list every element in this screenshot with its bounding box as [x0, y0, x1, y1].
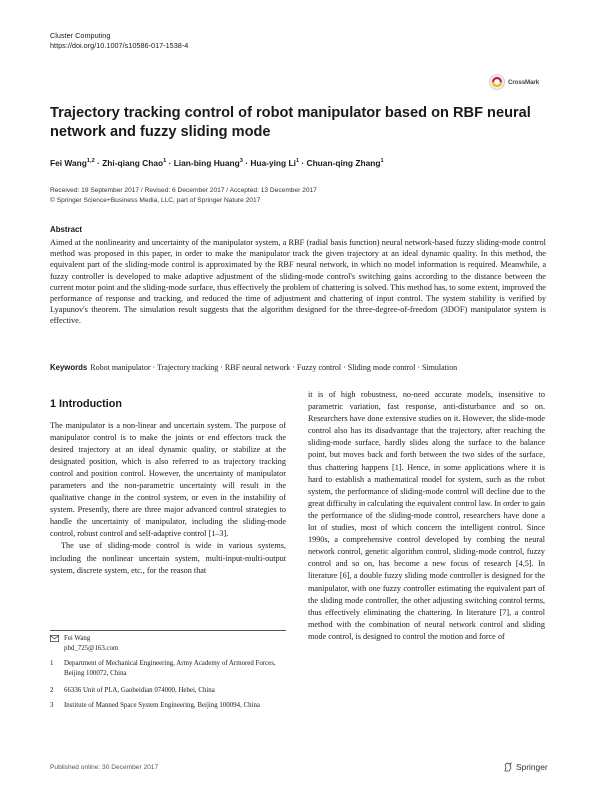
footnote-divider [50, 630, 286, 631]
author-separator: · [299, 158, 307, 168]
publisher-name: Springer [516, 762, 548, 772]
author-affiliation: 1 [163, 158, 167, 165]
corresponding-author-email[interactable]: pbd_725@163.com [64, 644, 119, 652]
author-affiliation: 1,2 [86, 158, 95, 165]
corresponding-author-footnote [50, 634, 286, 653]
article-dates [50, 186, 317, 205]
crossmark-badge[interactable] [489, 73, 547, 91]
affiliation-footnote [50, 701, 286, 711]
history-dates: Received: 19 September 2017 / Revised: 6 December 2017 / Accepted: 13 December 2017 [50, 187, 317, 194]
author-affiliation: 1 [380, 158, 384, 165]
body-column-right [308, 389, 545, 643]
affiliation-number: 1 [50, 660, 54, 667]
copyright-line: © Springer Science+Business Media, LLC, part of Springer Nature 2017 [50, 196, 261, 204]
affiliation-number: 2 [50, 687, 54, 694]
author-affiliation: 3 [239, 158, 243, 165]
journal-header [50, 31, 188, 51]
publisher-logo [503, 762, 548, 772]
author-name[interactable]: Fei Wang [50, 158, 87, 168]
paragraph: it is of high robustness, no-need accurate models, insensitive to parametric variation, fast response, anti-disturbance and so on. Researchers have done extensive studies on it. However, the slide-mode control also has its disadvantage that the trajectory, after reaching the sliding-mode surface, hardly slides along the surface to the balance point, but moves back and forth between the two sides of the surface, thus chattering happens [1]. Hence, in some applications where it is hard to establish a mathematical model for system, such as the robot system, the performance of sliding-mode control will decline due to the great difficulty in calculating the equivalent control law. In order to gain the performance of the sliding-mode control, researchers have done a lot of studies, most of which concern the intelligent control. Since 1990s, a comprehensive control developed by combing the neural network control, genetic algorithm control, sliding-mode control, fuzzy control and so on, has become a new focus of research [4,5]. In literature [6], a double fuzzy sliding mode controller is designed for the manipulator, with one fuzzy controller estimating the equivalent part of the sliding mode controller, the other adjusting switching control terms, thus effectively eliminating the chattering. In literature [7], a control method with the combination of neural network control and sliding mode control, is designed to control the motion and force of [308, 390, 545, 641]
crossmark-icon [489, 74, 505, 90]
affiliation-footnote [50, 659, 286, 678]
journal-name: Cluster Computing [50, 31, 111, 40]
body-column-left [50, 420, 286, 577]
author-separator: · [242, 158, 251, 168]
paragraph: The manipulator is a non-linear and uncertain system. The purpose of manipulator control is to make the joints or end effectors track the desired trajectory at an ideal dynamic quality, or stabilize at the designated position, which is also referred to as trajectory tracking control and position control. However, the uncertainty of manipulator parameters and the non-parametric uncertainty will result in the qualitative change in the control system, or even in the instability of system. Presently, there are three major advanced control strategies to handle the uncertainty of manipulator, including the sliding-mode control, robust control and self-adaptive control [1–3]. [50, 421, 286, 539]
affiliation-text: 66336 Unit of PLA, Gaobeidian 074000, Hebei, China [64, 687, 215, 694]
affiliation-footnote [50, 686, 286, 696]
author-name[interactable]: Lian-bing Huang [173, 158, 240, 168]
keywords-line [50, 363, 550, 372]
paragraph: The use of sliding-mode control is wide in various systems, including the nonlinear uncertain system, multi-input-multi-output system, discrete system, etc., for the reason that [50, 541, 286, 575]
author-list [50, 158, 550, 168]
springer-horse-icon [503, 762, 513, 772]
affiliation-text: Department of Mechanical Engineering, Army Academy of Armored Forces, Beijing 100072, China [64, 660, 276, 677]
author-separator: · [166, 158, 174, 168]
affiliation-text: Institute of Manned Space System Engineering, Beijing 100094, China [64, 702, 260, 709]
abstract-heading: Abstract [50, 225, 83, 234]
affiliation-number: 3 [50, 702, 54, 709]
author-name[interactable]: Zhi-qiang Chao [102, 158, 164, 168]
corresponding-author-name: Fei Wang [64, 635, 91, 642]
author-name[interactable]: Hua-ying Li [250, 158, 296, 168]
author-name[interactable]: Chuan-qing Zhang [306, 158, 381, 168]
published-online-date: Published online: 30 December 2017 [50, 764, 159, 771]
keywords-text: Robot manipulator · Trajectory tracking · RBF neural network · Fuzzy control · Sliding mode control · Simulation [90, 363, 458, 372]
keywords-label: Keywords [50, 363, 88, 372]
author-affiliation: 1 [295, 158, 300, 165]
author-separator: · [94, 158, 103, 168]
envelope-icon [50, 635, 59, 642]
crossmark-label: CrossMark [508, 78, 540, 86]
journal-doi-link[interactable]: https://doi.org/10.1007/s10586-017-1538-4 [50, 41, 189, 50]
article-title: Trajectory tracking control of robot manipulator based on RBF neural network and fuzzy sliding mode [50, 105, 531, 140]
abstract-text: Aimed at the nonlinearity and uncertainty of the manipulator system, a RBF (radial basis function) neural network-based fuzzy sliding-mode control method was proposed in this paper, in order to make the manipulator track the given trajectory at an ideal dynamic quality. In this method, the equivalent part of the sliding-mode control is approximated by the RBF neural network, in which no model information is required. Meanwhile, a fuzzy controller is developed to make adaptive adjustment of the sliding-mode control's switching gains according to the distance between the current motor point and the sliding-mode surface, thus effectively the problem of chattering is solved. This method has, to some extent, improved the performance of response and tracking, and reduced the time of adjustment and chattering of input control. The system stability is verified by Lyapunov's theorem. The simulation result suggests that the algorithm designed for the three-degree-of-freedom (3DOF) manipulator system is effective. [50, 238, 546, 326]
section-heading-introduction: 1 Introduction [50, 398, 122, 410]
